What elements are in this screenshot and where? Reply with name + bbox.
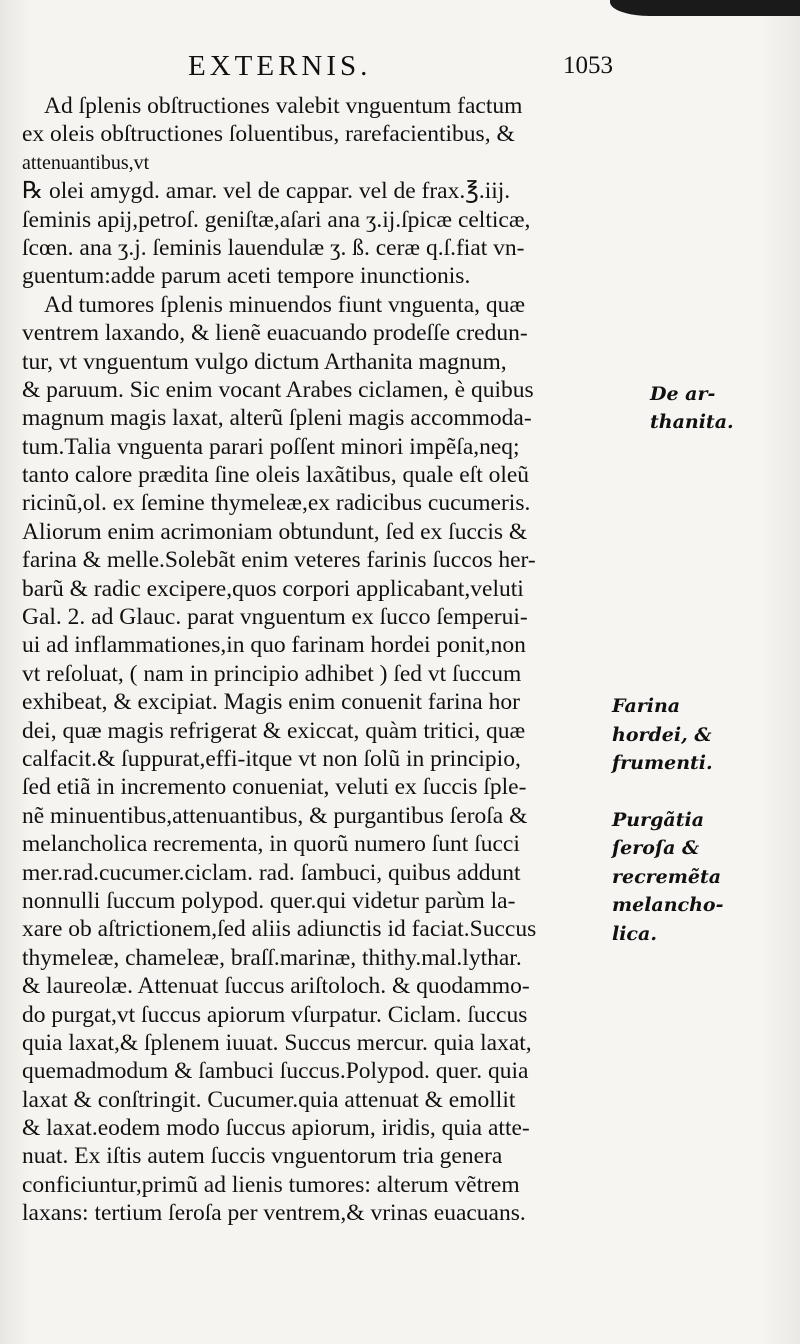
margin-note: De ar- — [650, 383, 716, 405]
text-line: farina & melle.Solebãt enim veteres farinis ſuccos her- — [22, 547, 536, 574]
text-line: ſcœn. ana ʒ.j. ſeminis lauendulæ ʒ. ß. ceræ q.ſ.fiat vn- — [22, 234, 525, 261]
text-line: ſeminis apij,petroſ. geniſtæ,aſari ana ʒ.ij.ſpicæ celticæ, — [22, 206, 531, 233]
margin-note: ſeroſa & — [612, 837, 700, 860]
running-title: EXTERNIS. — [188, 50, 372, 82]
margin-note: recremẽta — [612, 865, 722, 888]
text-line: vt reſoluat, ( nam in principio adhibet ) ſed vt ſuccum — [22, 660, 522, 687]
margin-note: hordei, & — [612, 723, 712, 746]
text-line: do purgat,vt ſuccus apiorum vſurpatur. Ciclam. ſuccus — [22, 1001, 528, 1028]
text-line: calfacit.& ſuppurat,effi-itque vt non ſolũ in principio, — [22, 745, 521, 772]
text-line: mer.rad.cucumer.ciclam. rad. ſambuci, quibus addunt — [22, 859, 521, 886]
text-line: attenuantibus,vt — [22, 151, 150, 174]
text-line: Ad tumores ſplenis minuendos fiunt vnguenta, quæ — [44, 291, 526, 318]
text-line: Aliorum enim acrimoniam obtundunt, ſed ex ſuccis & — [22, 518, 528, 545]
text-line: & laxat.eodem modo ſuccus apiorum, iridis, quia atte- — [22, 1115, 530, 1142]
text-line: ex oleis obſtructiones ſoluentibus, rarefacientibus, & — [22, 121, 515, 148]
text-line: Gal. 2. ad Glauc. parat vnguentum ex ſucco ſemperui- — [22, 604, 528, 631]
text-line: nẽ minuentibus,attenuantibus, & purgantibus ſeroſa & — [22, 802, 528, 829]
running-header — [0, 50, 800, 90]
text-line: magnum magis laxat, alterũ ſpleni magis accommoda- — [22, 405, 532, 432]
text-line: Ad ſplenis obſtructiones valebit vnguentum factum — [44, 93, 523, 119]
margin-note: Farina — [612, 695, 681, 718]
text-line: & laureolæ. Attenuat ſuccus ariſtoloch. & quodammo- — [22, 973, 530, 1000]
text-line: ui ad inflammationes,in quo farinam hordei ponit,non — [22, 632, 526, 659]
text-line: tur, vt vnguentum vulgo dictum Arthanita magnum, — [22, 348, 507, 375]
text-line: nuat. Ex iſtis autem ſuccis vnguentorum tria genera — [22, 1143, 503, 1170]
margin-note: frumenti. — [612, 752, 713, 775]
text-line: tanto calore prædita ſine oleis laxãtibus, quale eſt oleũ — [22, 462, 530, 489]
text-line: nonnulli ſuccum polypod. quer.qui videtur parùm la- — [22, 887, 516, 914]
text-line: quia laxat,& ſplenem iuuat. Succus mercur. quia laxat, — [22, 1029, 532, 1056]
text-line: conficiuntur,primũ ad lienis tumores: alterum vẽtrem — [22, 1171, 520, 1198]
text-line: xare ob aſtrictionem,ſed aliis adiunctis id faciat.Succus — [22, 916, 537, 943]
text-line: laxat & conſtringit. Cucumer.quia attenuat & emollit — [22, 1086, 516, 1113]
page-edge-shadow — [610, 0, 800, 16]
margin-note: melancho- — [612, 894, 724, 917]
page-number: 1053 — [563, 52, 613, 79]
text-line: & paruum. Sic enim vocant Arabes ciclamen, è quibus — [22, 376, 534, 403]
text-line: ſed etiã in incremento conueniat, veluti ex ſuccis ſple- — [22, 774, 527, 801]
text-line: barũ & radic excipere,quos corpori applicabant,veluti — [22, 575, 524, 602]
text-line: tum.Talia vnguenta parari poſſent minori impẽſa,neq; — [22, 433, 520, 460]
text-line: ricinũ,ol. ex ſemine thymeleæ,ex radicibus cucumeris. — [22, 490, 531, 517]
text-line: ℞ olei amygd. amar. vel de cappar. vel de frax.℥.iij. — [22, 178, 511, 205]
text-line: melancholica recrementa, in quorũ numero ſunt ſucci — [22, 831, 520, 858]
text-line: dei, quæ magis refrigerat & exiccat, quàm tritici, quæ — [22, 717, 526, 744]
text-line: thymeleæ, chameleæ, braſſ.marinæ, thithy.mal.lythar. — [22, 944, 522, 971]
main-text-block — [22, 92, 626, 1228]
margin-note: thanita. — [650, 411, 734, 434]
text-line: ventrem laxando, & lienẽ euacuando prodeſſe credun- — [22, 320, 528, 347]
text-line: guentum:adde parum aceti tempore inunctionis. — [22, 263, 471, 290]
text-line: laxans: tertium ſeroſa per ventrem,& vrinas euacuans. — [22, 1200, 526, 1227]
text-line: exhibeat, & excipiat. Magis enim conuenit farina hor — [22, 689, 520, 716]
text-line: quemadmodum & ſambuci ſuccus.Polypod. quer. quia — [22, 1058, 529, 1085]
margin-note: Purgãtia — [612, 809, 705, 831]
margin-note: lica. — [612, 922, 657, 945]
